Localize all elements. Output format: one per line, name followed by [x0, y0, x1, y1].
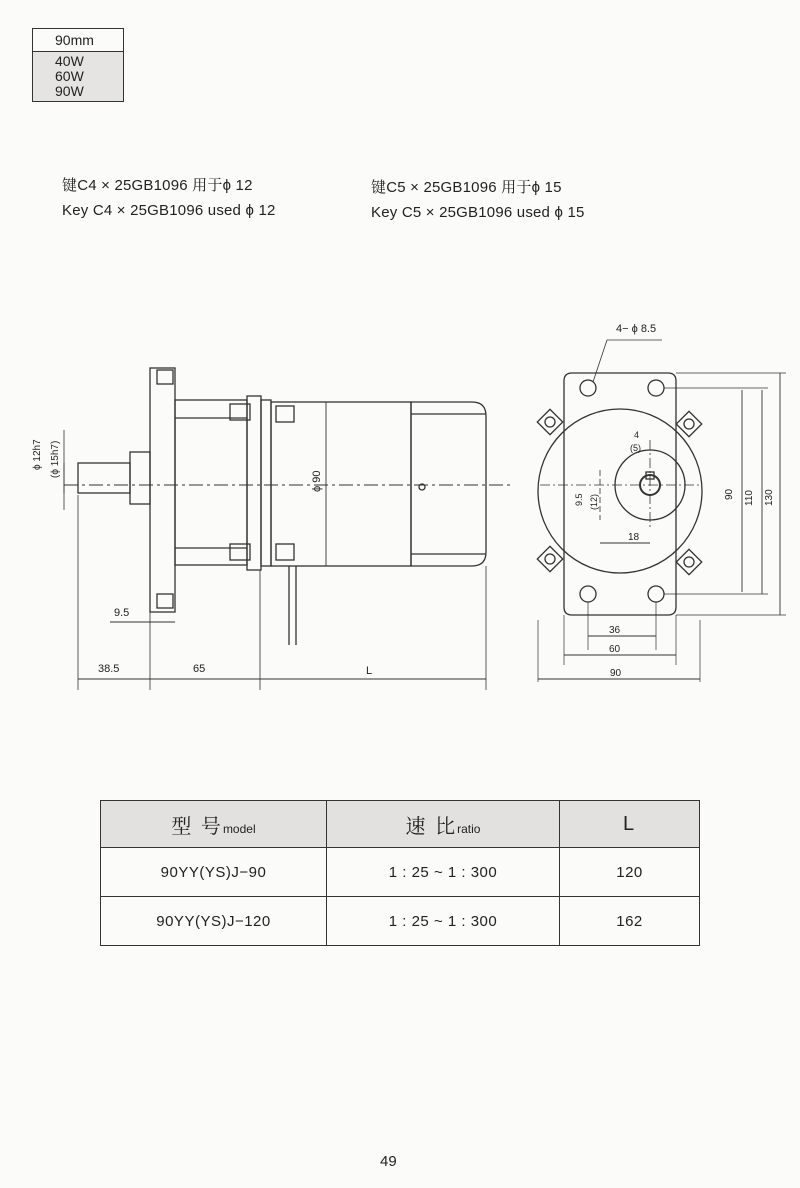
dim-130: 130 — [764, 489, 775, 506]
dim-key-width-alt: (5) — [630, 443, 641, 453]
key-spec-left-cn: 键C4 × 25GB1096 用于ϕ 12 — [62, 177, 253, 194]
spec-power-2: 60W — [55, 68, 84, 84]
dim-shaft-len: 38.5 — [98, 663, 120, 675]
model-table — [100, 800, 700, 946]
table-row — [101, 897, 700, 946]
mount-hole — [580, 586, 596, 602]
mount-hole — [648, 586, 664, 602]
motor-face — [538, 409, 702, 573]
corner-screw — [676, 411, 701, 436]
corner-screw — [537, 546, 562, 571]
cell-L: 120 — [560, 848, 700, 897]
corner-screw — [676, 549, 701, 574]
cell-ratio: 1 : 25 ~ 1 : 300 — [327, 848, 560, 897]
dim-key-len: 9.5 — [114, 607, 130, 619]
cell-L: 162 — [560, 897, 700, 946]
dim-110: 110 — [744, 490, 755, 506]
dim-90-width: 90 — [610, 668, 622, 679]
spec-size: 90mm — [33, 29, 123, 52]
header-ratio-cn: 速 比 — [405, 815, 458, 838]
header-model-cn: 型 号 — [171, 815, 223, 838]
cell-model: 90YY(YS)J−90 — [101, 848, 327, 897]
key-spec-left-en: Key C4 × 25GB1096 used ϕ 12 — [62, 202, 276, 219]
key-spec-right-en: Key C5 × 25GB1096 used ϕ 15 — [371, 204, 585, 221]
mount-hole — [648, 380, 664, 396]
header-ratio-en: ratio — [457, 821, 481, 836]
dim-key-height: 9.5 — [574, 493, 584, 506]
header-ratio — [327, 801, 560, 848]
shaft — [78, 463, 130, 493]
dim-shaft-dia-alt: (ϕ 15h7) — [50, 440, 61, 478]
dim-L: L — [366, 665, 373, 677]
dim-36: 36 — [609, 625, 621, 636]
cell-ratio: 1 : 25 ~ 1 : 300 — [327, 897, 560, 946]
dim-60: 60 — [609, 644, 621, 655]
dim-shaft-dia: ϕ 12h7 — [32, 439, 43, 470]
motor-body — [271, 402, 411, 566]
dim-key-width: 4 — [634, 430, 640, 440]
spec-power-3: 90W — [55, 83, 84, 99]
header-L: L — [560, 801, 700, 848]
page-number: 49 — [380, 1153, 397, 1170]
header-model-en: model — [222, 821, 256, 836]
gear-head — [175, 400, 247, 565]
key-spec-right-cn: 键C5 × 25GB1096 用于ϕ 15 — [371, 179, 562, 196]
dim-body-dia: ϕ 90 — [311, 470, 323, 492]
dim-gear-len: 65 — [193, 663, 206, 675]
dim-18: 18 — [628, 532, 640, 543]
flange — [150, 368, 175, 612]
dim-holes: 4− ϕ 8.5 — [616, 323, 657, 335]
spec-power-1: 40W — [55, 53, 84, 69]
mount-hole — [580, 380, 596, 396]
cell-model: 90YY(YS)J−120 — [101, 897, 327, 946]
table-row — [101, 848, 700, 897]
table-header-row — [101, 801, 700, 848]
dim-90-height: 90 — [724, 488, 735, 500]
dim-key-height-alt: (12) — [589, 493, 599, 510]
header-model — [101, 801, 327, 848]
corner-screw — [537, 409, 562, 434]
